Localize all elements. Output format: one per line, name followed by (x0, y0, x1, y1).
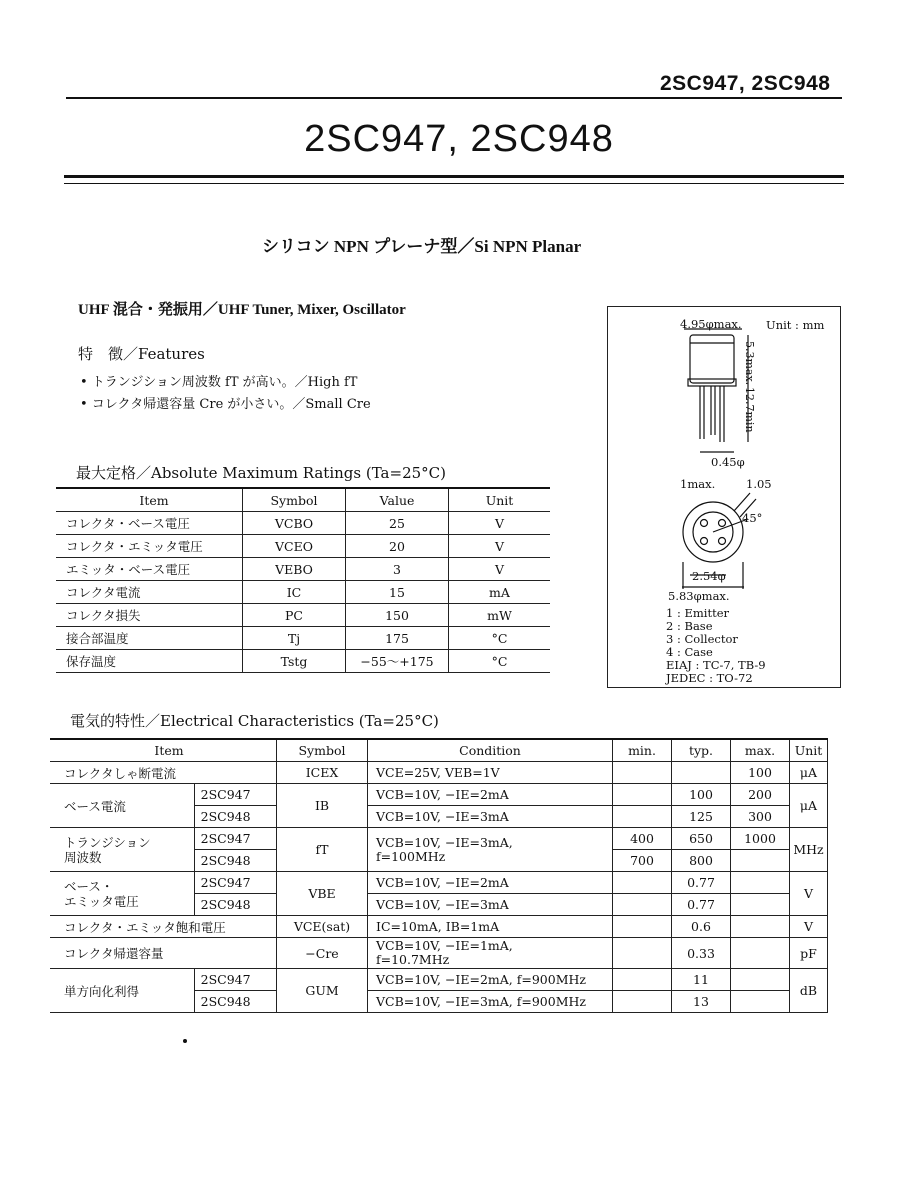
cell-unit: V (449, 512, 551, 535)
cell-typ (672, 762, 731, 784)
cell-min: 700 (613, 850, 672, 872)
cell-unit: °C (449, 650, 551, 673)
cell-part: 2SC947 (194, 828, 276, 850)
table-header-row (56, 488, 550, 512)
col-item: Item (50, 739, 277, 762)
cell-max: 300 (731, 806, 790, 828)
cell-part: 2SC947 (194, 969, 276, 991)
pin-list (666, 607, 766, 685)
abs-ratings-table (56, 487, 550, 673)
cell-symbol: fT (277, 828, 368, 872)
cell-item: コレクタ電流 (56, 581, 243, 604)
cell-symbol: VEBO (243, 558, 346, 581)
cell-max (731, 991, 790, 1013)
cell-min (613, 762, 672, 784)
cell-value: 150 (346, 604, 449, 627)
cell-max (731, 916, 790, 938)
cell-value: 20 (346, 535, 449, 558)
cell-item: コレクタ・エミッタ飽和電圧 (50, 916, 277, 938)
header-rule (66, 97, 842, 99)
cell-part: 2SC948 (194, 894, 276, 916)
header-part-numbers: 2SC947, 2SC948 (660, 72, 831, 95)
cell-symbol: GUM (277, 969, 368, 1013)
cell-value: 175 (346, 627, 449, 650)
cell-max (731, 894, 790, 916)
cell-max (731, 969, 790, 991)
cell-condition: VCB=10V, −IE=3mA (368, 894, 613, 916)
cell-unit: μA (790, 762, 828, 784)
cell-symbol: IB (277, 784, 368, 828)
cell-condition: VCE=25V, VEB=1V (368, 762, 613, 784)
dim-height: 5.3max. (743, 341, 756, 386)
dim-tab2: 1.05 (746, 477, 772, 491)
table-row (50, 872, 828, 894)
cell-condition: IC=10mA, IB=1mA (368, 916, 613, 938)
features-heading: 特 徴／Features (78, 345, 205, 363)
table-row (56, 627, 550, 650)
cell-min (613, 894, 672, 916)
cell-condition: VCB=10V, −IE=2mA, f=900MHz (368, 969, 613, 991)
cell-item: コレクタ損失 (56, 604, 243, 627)
cell-item: コレクタ帰還容量 (50, 938, 277, 969)
cell-symbol: VCE(sat) (277, 916, 368, 938)
cell-symbol: ICEX (277, 762, 368, 784)
abs-ratings-heading: 最大定格／Absolute Maximum Ratings (Ta=25°C) (76, 464, 446, 482)
cell-symbol: IC (243, 581, 346, 604)
cell-typ: 100 (672, 784, 731, 806)
cell-min: 400 (613, 828, 672, 850)
cell-typ: 125 (672, 806, 731, 828)
table-row (50, 969, 828, 991)
table-row (50, 938, 828, 969)
table-row (56, 512, 550, 535)
cell-condition: VCB=10V, −IE=3mA, f=100MHz (368, 828, 613, 872)
cell-max: 1000 (731, 828, 790, 850)
cell-condition: VCB=10V, −IE=3mA (368, 806, 613, 828)
cell-min (613, 916, 672, 938)
cell-item: コレクタ・ベース電圧 (56, 512, 243, 535)
cell-unit: mA (449, 581, 551, 604)
table-row (56, 650, 550, 673)
cell-part: 2SC948 (194, 991, 276, 1013)
cell-unit: V (449, 558, 551, 581)
cell-item: 接合部温度 (56, 627, 243, 650)
cell-value: 15 (346, 581, 449, 604)
cell-item: 保存温度 (56, 650, 243, 673)
col-max: max. (731, 739, 790, 762)
cell-max (731, 872, 790, 894)
col-typ: typ. (672, 739, 731, 762)
cell-typ: 0.33 (672, 938, 731, 969)
cell-unit: V (790, 916, 828, 938)
cell-symbol: −Cre (277, 938, 368, 969)
package-outline-box (607, 306, 841, 688)
cell-min (613, 991, 672, 1013)
cell-symbol: VBE (277, 872, 368, 916)
cell-min (613, 872, 672, 894)
cell-min (613, 806, 672, 828)
cell-unit: μA (790, 784, 828, 828)
pin-item: 4 : Case (666, 645, 713, 659)
cell-symbol: Tstg (243, 650, 346, 673)
cell-symbol: VCEO (243, 535, 346, 558)
cell-max: 200 (731, 784, 790, 806)
cell-typ: 0.6 (672, 916, 731, 938)
dim-outer: 5.83φmax. (668, 589, 730, 603)
cell-item: コレクタしゃ断電流 (50, 762, 277, 784)
table-row (56, 604, 550, 627)
table-row (50, 916, 828, 938)
cell-unit: MHz (790, 828, 828, 872)
col-unit: Unit (449, 488, 551, 512)
cell-item: ベース・ エミッタ電圧 (50, 872, 194, 916)
cell-typ: 0.77 (672, 894, 731, 916)
cell-part: 2SC948 (194, 806, 276, 828)
col-symbol: Symbol (243, 488, 346, 512)
cell-typ: 0.77 (672, 872, 731, 894)
title-rule (64, 175, 844, 178)
pin-item: 1 : Emitter (666, 606, 730, 620)
cell-unit: dB (790, 969, 828, 1013)
cell-condition: VCB=10V, −IE=3mA, f=900MHz (368, 991, 613, 1013)
cell-unit: V (449, 535, 551, 558)
cell-item: コレクタ・エミッタ電圧 (56, 535, 243, 558)
col-item: Item (56, 488, 243, 512)
cell-item: ベース電流 (50, 784, 194, 828)
cell-max (731, 938, 790, 969)
table-row (50, 784, 828, 806)
dim-angle: 45° (742, 511, 763, 525)
jedec-label: JEDEC : TO-72 (666, 671, 753, 685)
table-row (56, 581, 550, 604)
cell-condition: VCB=10V, −IE=2mA (368, 784, 613, 806)
cell-symbol: PC (243, 604, 346, 627)
cell-max: 100 (731, 762, 790, 784)
cell-value: 3 (346, 558, 449, 581)
cell-typ: 650 (672, 828, 731, 850)
table-header-row (50, 739, 828, 762)
col-value: Value (346, 488, 449, 512)
cell-typ: 800 (672, 850, 731, 872)
col-condition: Condition (368, 739, 613, 762)
cell-condition: VCB=10V, −IE=1mA, f=10.7MHz (368, 938, 613, 969)
table-row (50, 828, 828, 850)
cell-unit: V (790, 872, 828, 916)
cell-unit: °C (449, 627, 551, 650)
electrical-heading: 電気的特性／Electrical Characteristics (Ta=25°C) (70, 712, 439, 730)
cell-part: 2SC947 (194, 784, 276, 806)
cell-unit: pF (790, 938, 828, 969)
table-row (50, 762, 828, 784)
feature-item: • コレクタ帰還容量 Cre が小さい。／Small Cre (80, 397, 371, 412)
application: UHF 混合・発振用／UHF Tuner, Mixer, Oscillator (78, 302, 406, 318)
feature-item: • トランジション周波数 fT が高い。／High fT (80, 375, 358, 390)
cell-min (613, 969, 672, 991)
cell-value: 25 (346, 512, 449, 535)
eiaj-label: EIAJ : TC-7, TB-9 (666, 658, 766, 672)
dim-pitch: 2.54φ (692, 569, 726, 583)
cell-typ: 13 (672, 991, 731, 1013)
cell-symbol: Tj (243, 627, 346, 650)
dim-tab: 1max. (680, 477, 716, 491)
unit-label: Unit : mm (766, 318, 825, 332)
col-symbol: Symbol (277, 739, 368, 762)
cell-min (613, 784, 672, 806)
electrical-table (50, 738, 828, 1013)
pin-item: 2 : Base (666, 619, 713, 633)
cell-condition: VCB=10V, −IE=2mA (368, 872, 613, 894)
cell-value: −55～+175 (346, 650, 449, 673)
cell-max (731, 850, 790, 872)
title-rule-thin (64, 183, 844, 184)
col-unit: Unit (790, 739, 828, 762)
col-min: min. (613, 739, 672, 762)
table-row (56, 558, 550, 581)
cell-typ: 11 (672, 969, 731, 991)
cell-part: 2SC947 (194, 872, 276, 894)
cell-item: トランジション 周波数 (50, 828, 194, 872)
page-title: 2SC947, 2SC948 (304, 118, 614, 160)
cell-min (613, 938, 672, 969)
stray-dot (183, 1039, 187, 1043)
cell-item: エミッタ・ベース電圧 (56, 558, 243, 581)
pin-item: 3 : Collector (666, 632, 738, 646)
table-row (56, 535, 550, 558)
dim-diameter: 4.95φmax. (680, 317, 742, 331)
dim-lead-length: 12.7min (743, 387, 756, 433)
cell-symbol: VCBO (243, 512, 346, 535)
cell-unit: mW (449, 604, 551, 627)
cell-part: 2SC948 (194, 850, 276, 872)
dim-lead-dia: 0.45φ (711, 455, 745, 469)
cell-item: 単方向化利得 (50, 969, 194, 1013)
subtitle: シリコン NPN プレーナ型／Si NPN Planar (262, 237, 582, 256)
